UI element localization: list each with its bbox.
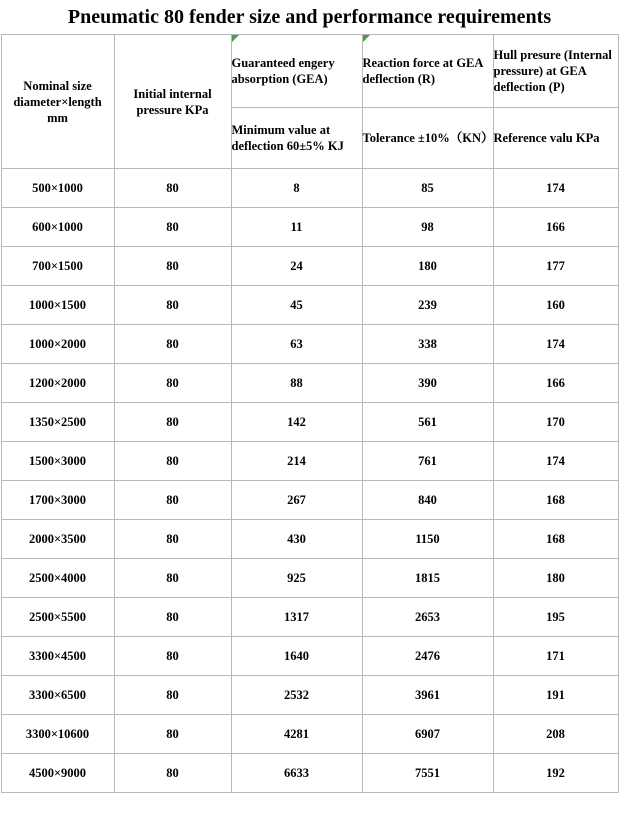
green-corner-icon	[363, 35, 370, 42]
cell-reaction-force: 338	[362, 325, 493, 364]
cell-hull-pressure: 195	[493, 598, 618, 637]
table-header	[1, 35, 618, 169]
cell-initial-pressure: 80	[114, 286, 231, 325]
cell-nominal-size: 600×1000	[1, 208, 114, 247]
cell-gea: 142	[231, 403, 362, 442]
header-reaction-force	[362, 35, 493, 108]
cell-hull-pressure: 174	[493, 169, 618, 208]
cell-initial-pressure: 80	[114, 442, 231, 481]
table-row	[1, 637, 618, 676]
header-hull-pressure-sub: Reference valu KPa	[493, 108, 618, 169]
cell-initial-pressure: 80	[114, 208, 231, 247]
cell-hull-pressure: 168	[493, 520, 618, 559]
header-reaction-force-sub: Tolerance ±10%（KN）	[362, 108, 493, 169]
cell-initial-pressure: 80	[114, 247, 231, 286]
cell-gea: 1640	[231, 637, 362, 676]
table-row	[1, 676, 618, 715]
header-initial-pressure: Initial internal pressure KPa	[114, 35, 231, 169]
cell-reaction-force: 6907	[362, 715, 493, 754]
cell-reaction-force: 2653	[362, 598, 493, 637]
cell-reaction-force: 561	[362, 403, 493, 442]
table-row	[1, 364, 618, 403]
cell-hull-pressure: 180	[493, 559, 618, 598]
cell-reaction-force: 390	[362, 364, 493, 403]
cell-nominal-size: 2500×4000	[1, 559, 114, 598]
cell-gea: 267	[231, 481, 362, 520]
page-title: Pneumatic 80 fender size and performance requirements	[67, 6, 552, 28]
header-row-top	[1, 35, 618, 108]
cell-initial-pressure: 80	[114, 364, 231, 403]
cell-reaction-force: 239	[362, 286, 493, 325]
table-row	[1, 247, 618, 286]
cell-hull-pressure: 170	[493, 403, 618, 442]
cell-initial-pressure: 80	[114, 637, 231, 676]
cell-gea: 2532	[231, 676, 362, 715]
table-row	[1, 169, 618, 208]
table-row	[1, 559, 618, 598]
cell-hull-pressure: 168	[493, 481, 618, 520]
cell-nominal-size: 3300×6500	[1, 676, 114, 715]
cell-hull-pressure: 160	[493, 286, 618, 325]
cell-gea: 8	[231, 169, 362, 208]
cell-initial-pressure: 80	[114, 403, 231, 442]
cell-gea: 430	[231, 520, 362, 559]
cell-nominal-size: 700×1500	[1, 247, 114, 286]
cell-reaction-force: 2476	[362, 637, 493, 676]
cell-gea: 1317	[231, 598, 362, 637]
specification-table	[1, 34, 619, 793]
cell-initial-pressure: 80	[114, 481, 231, 520]
header-gea-sub: Minimum value at deflection 60±5% KJ	[231, 108, 362, 169]
cell-reaction-force: 180	[362, 247, 493, 286]
cell-nominal-size: 2000×3500	[1, 520, 114, 559]
table-row	[1, 286, 618, 325]
cell-nominal-size: 2500×5500	[1, 598, 114, 637]
cell-hull-pressure: 192	[493, 754, 618, 793]
cell-initial-pressure: 80	[114, 325, 231, 364]
cell-hull-pressure: 177	[493, 247, 618, 286]
cell-reaction-force: 98	[362, 208, 493, 247]
cell-nominal-size: 3300×4500	[1, 637, 114, 676]
table-row	[1, 754, 618, 793]
table-row	[1, 208, 618, 247]
cell-gea: 24	[231, 247, 362, 286]
table-row	[1, 598, 618, 637]
table-row	[1, 403, 618, 442]
cell-nominal-size: 4500×9000	[1, 754, 114, 793]
cell-hull-pressure: 174	[493, 325, 618, 364]
header-gea	[231, 35, 362, 108]
cell-initial-pressure: 80	[114, 520, 231, 559]
cell-nominal-size: 1350×2500	[1, 403, 114, 442]
cell-gea: 6633	[231, 754, 362, 793]
cell-hull-pressure: 171	[493, 637, 618, 676]
cell-gea: 45	[231, 286, 362, 325]
cell-reaction-force: 840	[362, 481, 493, 520]
table-row	[1, 442, 618, 481]
table-row	[1, 481, 618, 520]
cell-initial-pressure: 80	[114, 559, 231, 598]
cell-gea: 214	[231, 442, 362, 481]
cell-nominal-size: 1500×3000	[1, 442, 114, 481]
cell-nominal-size: 1000×2000	[1, 325, 114, 364]
table-row	[1, 520, 618, 559]
table-row	[1, 715, 618, 754]
cell-hull-pressure: 174	[493, 442, 618, 481]
cell-reaction-force: 1815	[362, 559, 493, 598]
cell-nominal-size: 1200×2000	[1, 364, 114, 403]
cell-nominal-size: 3300×10600	[1, 715, 114, 754]
cell-reaction-force: 85	[362, 169, 493, 208]
cell-hull-pressure: 166	[493, 364, 618, 403]
cell-nominal-size: 1000×1500	[1, 286, 114, 325]
cell-initial-pressure: 80	[114, 715, 231, 754]
table-body	[1, 169, 618, 793]
cell-reaction-force: 1150	[362, 520, 493, 559]
cell-initial-pressure: 80	[114, 598, 231, 637]
table-row	[1, 325, 618, 364]
cell-gea: 63	[231, 325, 362, 364]
header-reaction-force-label: Reaction force at GEA deflection (R)	[362, 56, 483, 86]
cell-hull-pressure: 191	[493, 676, 618, 715]
cell-hull-pressure: 208	[493, 715, 618, 754]
green-corner-icon	[232, 35, 239, 42]
header-gea-label: Guaranteed engery absorption (GEA)	[231, 56, 335, 86]
cell-initial-pressure: 80	[114, 169, 231, 208]
cell-hull-pressure: 166	[493, 208, 618, 247]
cell-reaction-force: 7551	[362, 754, 493, 793]
cell-reaction-force: 761	[362, 442, 493, 481]
cell-gea: 88	[231, 364, 362, 403]
cell-initial-pressure: 80	[114, 754, 231, 793]
cell-gea: 11	[231, 208, 362, 247]
cell-gea: 925	[231, 559, 362, 598]
cell-gea: 4281	[231, 715, 362, 754]
header-nominal-size: Nominal size diameter×length mm	[1, 35, 114, 169]
header-hull-pressure: Hull presure (Internal pressure) at GEA deflection (P)	[493, 35, 618, 108]
cell-initial-pressure: 80	[114, 676, 231, 715]
cell-reaction-force: 3961	[362, 676, 493, 715]
cell-nominal-size: 500×1000	[1, 169, 114, 208]
cell-nominal-size: 1700×3000	[1, 481, 114, 520]
